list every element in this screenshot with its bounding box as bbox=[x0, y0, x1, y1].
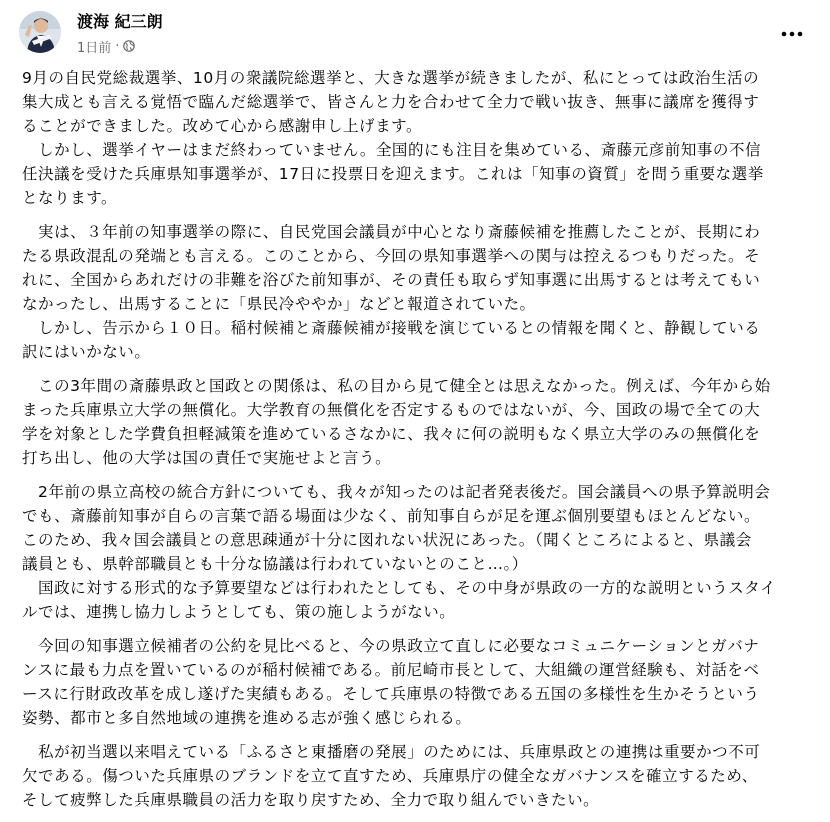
post-text-line: 今回の知事選立候補者の公約を見比べると、今の県政立て直しに必要なコミュニケーションとガバナ bbox=[22, 637, 760, 655]
author-avatar[interactable] bbox=[19, 11, 61, 53]
post-text-line: 欠である。傷ついた兵庫県のブランドを立て直すため、兵庫県庁の健全なガバナンスを確立するため、 bbox=[22, 767, 758, 785]
post-text-line: 訳にはいかない。 bbox=[22, 343, 151, 361]
post-text-line: しかし、告示から１０日。稲村候補と斎藤候補が接戦を演じているとの情報を聞くと、静観している bbox=[22, 319, 761, 337]
globe-icon bbox=[123, 40, 135, 52]
post-text-line: たる県政混乱の発端とも言える。このことから、今回の県知事選挙への関与は控えるつもりだった。そ bbox=[22, 247, 761, 265]
post-text-line: なかったし、出馬することに「県民冷ややか」などと報道されていた。 bbox=[22, 295, 536, 313]
post-text-line: 議員とも、県幹部職員とも十分な協議は行われていないとのこと…。） bbox=[22, 555, 528, 573]
post-text-line: ンスに最も力点を置いているのが稲村候補である。前尼崎市長として、大組織の運営経験も、対話をベ bbox=[22, 661, 760, 679]
post-paragraph bbox=[22, 634, 812, 730]
post-text-line: 実は、３年前の知事選挙の際に、自民党国会議員が中心となり斎藤候補を推薦したことが、長期にわ bbox=[22, 223, 761, 241]
post-text-line: 集大成とも言える覚悟で臨んだ総選挙で、皆さんと力を合わせて全力で戦い抜き、無事に議席を獲得す bbox=[22, 93, 760, 111]
more-options-button[interactable] bbox=[774, 20, 810, 48]
post-meta bbox=[77, 37, 135, 55]
meta-separator: · bbox=[115, 38, 120, 54]
post-text-line: 姿勢、都市と多自然地域の連携を進める志が強く感じられる。 bbox=[22, 709, 472, 727]
post-body bbox=[22, 66, 812, 822]
post-text-line: 学を対象とした学費負担軽減策を進めているさなかに、我々に何の説明もなく県立大学のみの無償化を bbox=[22, 425, 761, 443]
post-text-line: 私が初当選以来唱えている「ふるさと東播磨の発展」のためには、兵庫県政との連携は重要かつ不可 bbox=[22, 743, 761, 761]
post-text-line: 任決議を受けた兵庫県知事選挙が、17日に投票日を迎えます。これは「知事の資質」を問う重要な選挙 bbox=[22, 165, 764, 183]
post-text-line: となります。 bbox=[22, 189, 118, 207]
post-text-line: ースに行財政改革を成し遂げた実績もある。そして兵庫県の特徴である五国の多様性を生かそうという bbox=[22, 685, 760, 703]
post-text-line: この3年間の斎藤県政と国政との関係は、私の目から見て健全とは思えなかった。例えば、今年から始 bbox=[22, 377, 771, 395]
more-options-icon bbox=[781, 31, 803, 37]
post-paragraph bbox=[22, 220, 812, 364]
post-text-line: 2年前の県立高校の統合方針についても、我々が知ったのは記者発表後だ。国会議員への県予算説明会 bbox=[22, 483, 771, 501]
author-name[interactable]: 渡海 紀三朗 bbox=[77, 12, 163, 31]
post-timestamp[interactable]: 1日前 bbox=[77, 40, 112, 56]
post-text-line: そして疲弊した兵庫県職員の活力を取り戻すため、全力で取り組んでいきたい。 bbox=[22, 791, 600, 809]
post-text-line: このため、我々国会議員との意思疎通が十分に図れない状況にあった。（聞くところによると、県議会 bbox=[22, 531, 752, 549]
post-text-line: ルでは、連携し協力しようとしても、策の施しようがない。 bbox=[22, 603, 456, 621]
post-text-line: でも、斎藤前知事が自らの言葉で語る場面は少なく、前知事自らが足を運ぶ個別要望もほとんどない。 bbox=[22, 507, 760, 525]
post-text-line: れに、全国からあれだけの非難を浴びた前知事が、その責任も取らず知事選に出馬するとは考えてもい bbox=[22, 271, 761, 289]
post-text-line: しかし、選挙イヤーはまだ終わっていません。全国的にも注目を集めている、斎藤元彦前知事の不信 bbox=[22, 141, 762, 159]
post-paragraph bbox=[22, 480, 812, 624]
post-text-line: 国政に対する形式的な予算要望などは行われたとしても、その中身が県政の一方的な説明というスタイ bbox=[22, 579, 777, 597]
post-text-line: まった兵庫県立大学の無償化。大学教育の無償化を否定するものではないが、今、国政の場で全ての大 bbox=[22, 401, 761, 419]
post-text-line: ることができました。改めて心から感謝申し上げます。 bbox=[22, 117, 423, 135]
post-paragraph bbox=[22, 740, 812, 812]
post-paragraph bbox=[22, 66, 812, 210]
post-text-line: 打ち出し、他の大学は国の責任で実施せよと言う。 bbox=[22, 449, 392, 467]
post-paragraph bbox=[22, 374, 812, 470]
post-header bbox=[0, 0, 830, 64]
avatar-image bbox=[19, 11, 61, 53]
post-text-line: 9月の自民党総裁選挙、10月の衆議院総選挙と、大きな選挙が続きましたが、私にとっては政治生活の bbox=[22, 69, 760, 87]
